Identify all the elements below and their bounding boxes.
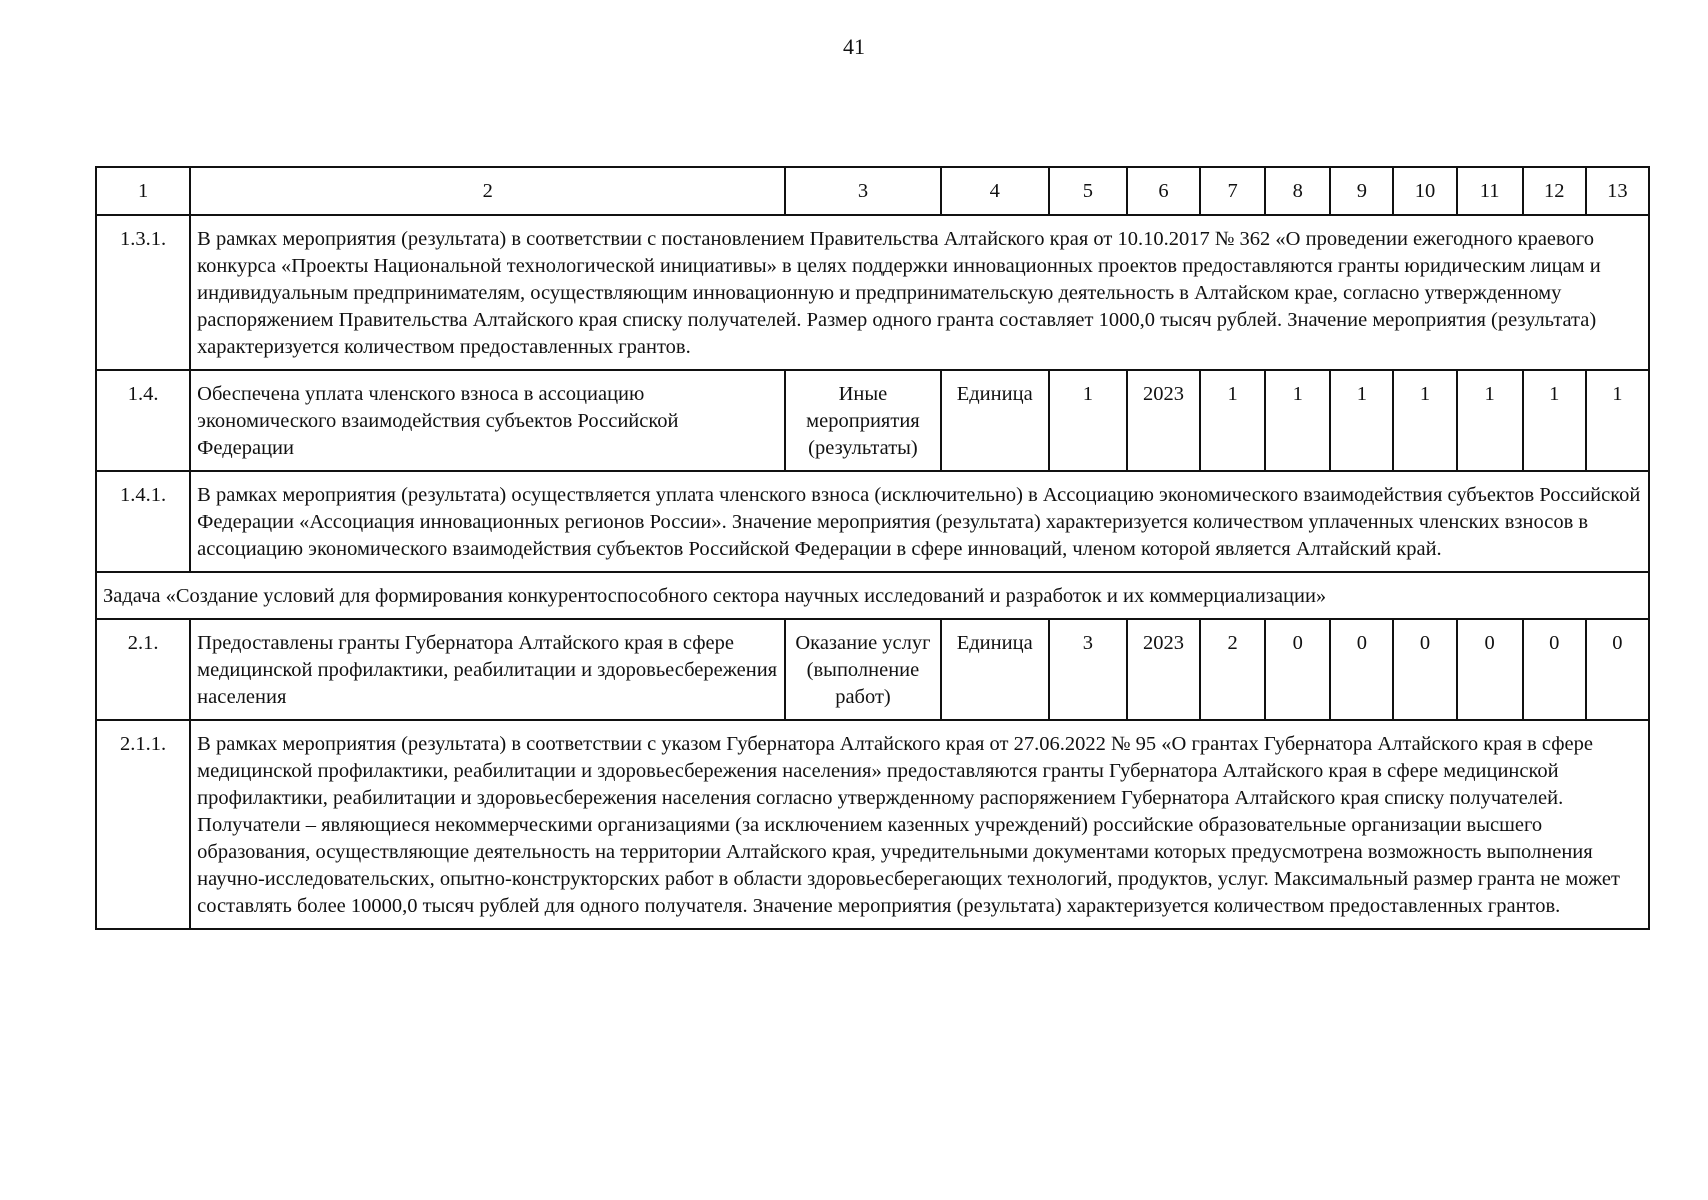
year-value: 0 xyxy=(1330,619,1393,720)
column-header: 8 xyxy=(1265,167,1330,215)
table-row xyxy=(96,370,1649,471)
year-value: 0 xyxy=(1393,619,1456,720)
year-value: 0 xyxy=(1265,619,1330,720)
table-row xyxy=(96,720,1649,929)
unit: Единица xyxy=(941,370,1049,471)
column-numbers-row xyxy=(96,167,1649,215)
page-number: 41 xyxy=(843,34,865,59)
year-value: 1 xyxy=(1393,370,1456,471)
year-value: 1 xyxy=(1523,370,1586,471)
column-header: 3 xyxy=(785,167,940,215)
column-header: 13 xyxy=(1586,167,1649,215)
task-title: Задача «Создание условий для формирования конкурентоспособного сектора научных исследований и разработок и их коммерциализации» xyxy=(96,572,1649,619)
column-header: 10 xyxy=(1393,167,1456,215)
base-year: 2023 xyxy=(1127,619,1200,720)
row-number: 1.4.1. xyxy=(96,471,190,572)
column-header: 2 xyxy=(190,167,785,215)
table-row xyxy=(96,471,1649,572)
column-header: 12 xyxy=(1523,167,1586,215)
row-description: В рамках мероприятия (результата) в соответствии с постановлением Правительства Алтайского края от 10.10.2017 № 362 «О проведении ежегодного краевого конкурса «Проекты Национальной технологической инициативы» в целях поддержки инновационных проектов предоставляются гранты юридическим лицам и индивидуальным предпринимателям, осуществляющим инновационную и предпринимательскую деятельность в Алтайском крае, согласно утвержденному распоряжением Правительства Алтайского края списку получателей. Размер одного гранта составляет 1000,0 тысяч рублей. Значение мероприятия (результата) характеризуется количеством предоставленных грантов. xyxy=(190,215,1649,370)
year-value: 2 xyxy=(1200,619,1265,720)
year-value: 1 xyxy=(1265,370,1330,471)
column-header: 6 xyxy=(1127,167,1200,215)
row-number: 2.1. xyxy=(96,619,190,720)
row-description: В рамках мероприятия (результата) осуществляется уплата членского взноса (исключительно) в Ассоциацию экономического взаимодействия субъектов Российской Федерации «Ассоциация инновационных регионов России». Значение мероприятия (результата) характеризуется количеством уплаченных членских взносов в ассоциацию экономического взаимодействия субъектов Российской Федерации в сфере инноваций, членом которой является Алтайский край. xyxy=(190,471,1649,572)
task-row xyxy=(96,572,1649,619)
base-value: 1 xyxy=(1049,370,1127,471)
result-type: Иные мероприятия (результаты) xyxy=(785,370,940,471)
column-header: 4 xyxy=(941,167,1049,215)
year-value: 0 xyxy=(1457,619,1523,720)
unit: Единица xyxy=(941,619,1049,720)
row-number: 2.1.1. xyxy=(96,720,190,929)
base-value: 3 xyxy=(1049,619,1127,720)
year-value: 1 xyxy=(1330,370,1393,471)
row-number: 1.3.1. xyxy=(96,215,190,370)
table-row xyxy=(96,215,1649,370)
column-header: 5 xyxy=(1049,167,1127,215)
row-number: 1.4. xyxy=(96,370,190,471)
table-row xyxy=(96,619,1649,720)
column-header: 7 xyxy=(1200,167,1265,215)
result-type: Оказание услуг (выполнение работ) xyxy=(785,619,940,720)
result-name: Предоставлены гранты Губернатора Алтайского края в сфере медицинской профилактики, реабилитации и здоровьесбережения населения xyxy=(190,619,785,720)
base-year: 2023 xyxy=(1127,370,1200,471)
column-header: 1 xyxy=(96,167,190,215)
year-value: 1 xyxy=(1586,370,1649,471)
results-table xyxy=(95,166,1650,930)
result-name: Обеспечена уплата членского взноса в ассоциацию экономического взаимодействия субъектов Российской Федерации xyxy=(190,370,785,471)
year-value: 1 xyxy=(1200,370,1265,471)
row-description: В рамках мероприятия (результата) в соответствии с указом Губернатора Алтайского края от 27.06.2022 № 95 «О грантах Губернатора Алтайского края в сфере медицинской профилактики, реабилитации и здоровьесбережения населения» предоставляются гранты Губернатора Алтайского края в сфере медицинской профилактики, реабилитации и здоровьесбережения населения согласно утвержденному распоряжением Губернатора Алтайского края списку получателей. Получатели – являющиеся некоммерческими организациями (за исключением казенных учреждений) российские образовательные организации высшего образования, осуществляющие деятельность на территории Алтайского края, учредительными документами которых предусмотрена возможность выполнения научно-исследовательских, опытно-конструкторских работ в области здоровьесберегающих технологий, продуктов, услуг. Максимальный размер гранта не может составлять более 10000,0 тысяч рублей для одного получателя. Значение мероприятия (результата) характеризуется количеством предоставленных грантов. xyxy=(190,720,1649,929)
column-header: 9 xyxy=(1330,167,1393,215)
year-value: 1 xyxy=(1457,370,1523,471)
year-value: 0 xyxy=(1523,619,1586,720)
year-value: 0 xyxy=(1586,619,1649,720)
column-header: 11 xyxy=(1457,167,1523,215)
